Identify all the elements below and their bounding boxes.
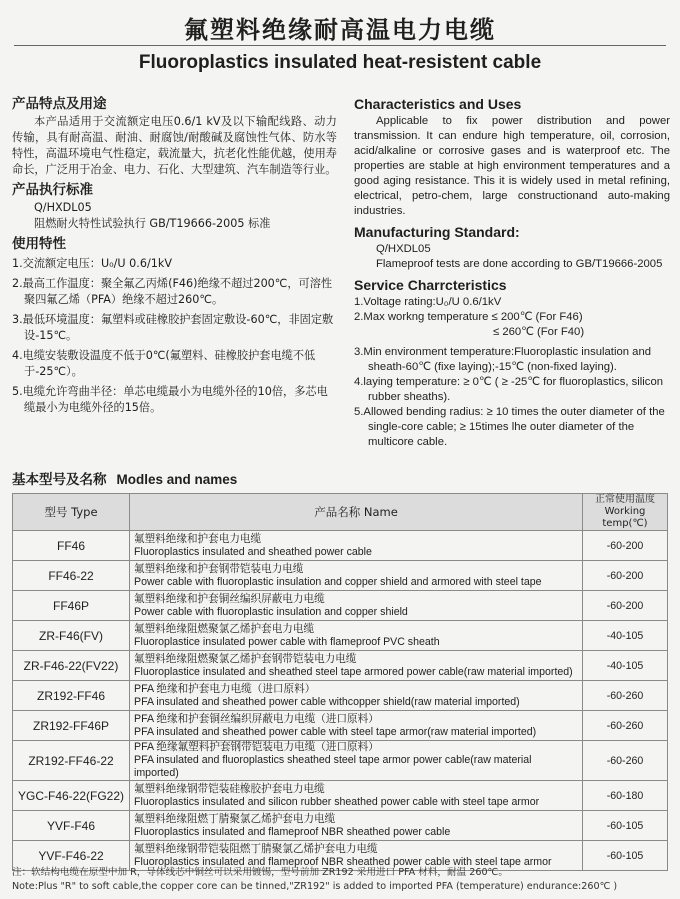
model-name: [130, 681, 583, 711]
model-name: [130, 531, 583, 561]
table-row: [13, 811, 668, 841]
model-type: ZR-F46-22(FV22): [13, 651, 130, 681]
note-en: Note:Plus "R" to soft cable,the copper core can be tinned,"ZR192" is added to imported PFA (temperature) endurance:260℃ ): [12, 881, 618, 892]
model-temp: -60-260: [583, 741, 668, 781]
table-row: [13, 561, 668, 591]
models-heading-en: Modles and names: [116, 472, 238, 487]
model-name-en: Fluoroplastice insulated power cable with flameproof PVC sheath: [134, 635, 440, 648]
service-heading-cn: 使用特性: [12, 236, 66, 252]
standard-heading-en: Manufacturing Standard:: [354, 224, 520, 240]
standard-test-cn: 阻燃耐火特性试验执行 GB/T19666-2005 标准: [34, 217, 271, 230]
model-type: ZR192-FF46: [13, 681, 130, 711]
table-header-row: [13, 494, 668, 531]
type-column-header: 型号 Type: [13, 494, 130, 531]
service-item-1-en: 1.Voltage rating:U₀/U 0.6/1kV: [354, 296, 502, 308]
model-name: [130, 711, 583, 741]
model-temp: -60-180: [583, 781, 668, 811]
model-name: [130, 741, 583, 781]
features-heading-en: Characteristics and Uses: [354, 96, 522, 112]
model-temp: -60-105: [583, 811, 668, 841]
note-cn: 注：软结构电缆在原型中加 R，导体线芯中铜丝可以采用镀锡，型号前加 ZR192 采用进口 PFA 材料，耐温 260℃。: [12, 867, 508, 878]
model-type: YVF-F46-22: [13, 841, 130, 871]
models-heading: [12, 468, 237, 488]
english-column: [354, 94, 670, 450]
service-item-4-cn: 4.电缆安装敷设温度不低于0℃(氟塑料、硅橡胶护套电缆不低于-25℃）。: [12, 349, 316, 378]
features-text-cn: 本产品适用于交流额定电压0.6/1 kV及以下输配线路、动力传输，具有耐高温、耐油、耐腐蚀/耐酸碱及腐蚀性气体、防水等特性，高温环境电气性稳定，载流量大，抗老化性能优越，使用寿命长，广泛用于冶金、电力、石化、大型建筑、汽车制造等行业。: [12, 115, 337, 176]
model-temp: -60-200: [583, 561, 668, 591]
model-type: FF46-22: [13, 561, 130, 591]
model-name-cn: 氟塑料绝缘阻燃聚氯乙烯护套电力电缆: [134, 622, 315, 635]
table-row: [13, 711, 668, 741]
table-row: [13, 681, 668, 711]
model-type: FF46: [13, 531, 130, 561]
model-name-en: Fluoroplastics insulated and silicon rubber sheathed power cable with steel tape armor: [134, 795, 540, 808]
model-type: ZR192-FF46-22: [13, 741, 130, 781]
service-item-5-en: 5.Allowed bending radius: ≥ 10 times the outer diameter of the single-core cable; ≥ 15times lhe outer diameter of the multicore cable.: [354, 406, 665, 448]
model-name: [130, 621, 583, 651]
standard-code-cn: Q/HXDL05: [34, 201, 92, 214]
model-name-cn: 氟塑料绝缘阻燃聚氯乙烯护套钢带铠装电力电缆: [134, 652, 357, 665]
model-name-cn: PFA 绝缘和护套铜丝编织屏蔽电力电缆（进口原料）: [134, 712, 379, 725]
model-type: YGC-F46-22(FG22): [13, 781, 130, 811]
model-temp: -60-260: [583, 681, 668, 711]
model-temp: -60-200: [583, 591, 668, 621]
model-name-en: Power cable with fluoroplastic insulation and copper shield: [134, 605, 408, 618]
standard-test-en: Flameproof tests are done according to GB/T19666-2005: [376, 258, 663, 270]
standard-code-en: Q/HXDL05: [376, 243, 431, 255]
model-name: [130, 651, 583, 681]
model-name: [130, 811, 583, 841]
model-name-cn: PFA 绝缘和护套电力电缆（进口原料）: [134, 682, 316, 695]
model-name-en: PFA insulated and sheathed power cable withcopper shield(raw material imported): [134, 695, 520, 708]
model-temp: -40-105: [583, 621, 668, 651]
service-item-4-en: 4.laying temperature: ≥ 0℃ ( ≥ -25℃ for fluoroplastics, silicon rubber sheaths).: [354, 376, 664, 403]
model-type: ZR-F46(FV): [13, 621, 130, 651]
name-column-header: 产品名称 Name: [130, 494, 583, 531]
model-temp: -40-105: [583, 651, 668, 681]
features-text-en: Applicable to fix power distribution and power transmission. It can endure high temperature, oil, corrosion, acid/alkaline or corrosive gases and is waterproof etc. The properties are stable at high environment temperatures and a good aging resistance. This it is widely used in metal refining, electrical, petro-chem, large constructionand auto-making industries.: [354, 115, 670, 217]
model-name-en: PFA insulated and fluoroplastics sheathed steel tape armor power cable(raw material imported): [134, 754, 532, 779]
temp-header-cn: 正常使用温度: [595, 494, 655, 505]
service-item-2b-en: ≤ 260℃ (For F40): [493, 326, 585, 338]
service-item-3-cn: 3.最低环境温度：氟塑料或硅橡胶护套固定敷设-60℃，非固定敷设-15℃。: [12, 313, 334, 342]
model-name-cn: 氟塑料绝缘阻燃丁腈聚氯乙烯护套电力电缆: [134, 812, 336, 825]
model-temp: -60-260: [583, 711, 668, 741]
temp-header-en: Working temp(℃): [602, 506, 648, 529]
table-row: [13, 781, 668, 811]
title-divider: [14, 45, 666, 46]
service-heading-en: Service Charrcteristics: [354, 277, 507, 293]
table-row: [13, 741, 668, 781]
model-name-cn: 氟塑料绝缘和护套钢带铠装电力电缆: [134, 562, 304, 575]
service-item-2-cn: 2.最高工作温度：聚全氟乙丙烯(F46)绝缘不超过200℃，可溶性聚四氟乙烯（PFA）绝缘不超过260℃。: [12, 277, 333, 306]
model-name-cn: 氟塑料绝缘钢带铠装阻燃丁腈聚氯乙烯护套电力电缆: [134, 842, 378, 855]
model-name-en: Fluoroplastics insulated and flameproof NBR sheathed power cable: [134, 825, 451, 838]
page-title-english: Fluoroplastics insulated heat-resistent cable: [138, 52, 542, 73]
model-name-cn: 氟塑料绝缘和护套铜丝编织屏蔽电力电缆: [134, 592, 325, 605]
model-name: [130, 561, 583, 591]
page-title-chinese: 氟塑料绝缘耐高温电力电缆: [184, 16, 496, 44]
models-table: [12, 493, 668, 871]
model-name: [130, 781, 583, 811]
table-row: [13, 591, 668, 621]
model-name-en: Fluoroplastics insulated and sheathed power cable: [134, 545, 372, 558]
standard-heading-cn: 产品执行标准: [12, 182, 93, 198]
model-name-cn: 氟塑料绝缘钢带铠装硅橡胶护套电力电缆: [134, 782, 325, 795]
service-item-1-cn: 1.交流额定电压：U₀/U 0.6/1kV: [12, 257, 172, 270]
service-item-2-en: 2.Max workng temperature ≤ 200℃ (For F46): [354, 311, 583, 323]
model-temp: -60-200: [583, 531, 668, 561]
temp-column-header: [583, 494, 668, 531]
model-type: ZR192-FF46P: [13, 711, 130, 741]
table-row: [13, 621, 668, 651]
model-name-cn: PFA 绝缘氟塑料护套钢带铠装电力电缆（进口原料）: [134, 741, 379, 753]
models-heading-cn: 基本型号及名称: [12, 472, 107, 488]
model-name-cn: 氟塑料绝缘和护套电力电缆: [134, 532, 262, 545]
model-name-en: Fluoroplastice insulated and sheathed steel tape armored power cable(raw material imported): [134, 665, 573, 678]
model-name-en: Power cable with fluoroplastic insulation and copper shield and armored with steel tape: [134, 575, 542, 588]
service-item-5-cn: 5.电缆允许弯曲半径：单芯电缆最小为电缆外径的10倍，多芯电缆最小为电缆外径的15倍。: [12, 385, 328, 414]
model-name: [130, 591, 583, 621]
service-item-3-en: 3.Min environment temperature:Fluoroplastic insulation and sheath-60℃ (fixe laying);-15℃ (non-fixed laying).: [354, 346, 652, 373]
table-row: [13, 531, 668, 561]
model-type: YVF-F46: [13, 811, 130, 841]
model-name-en: PFA insulated and sheathed power cable with steel tape armor(raw material imported): [134, 725, 537, 738]
model-type: FF46P: [13, 591, 130, 621]
table-row: [13, 651, 668, 681]
model-name-en: Fluoroplastics insulated and flameproof NBR sheathed power cable with steel tape armor: [134, 855, 552, 868]
chinese-column: [12, 94, 337, 416]
features-heading-cn: 产品特点及用途: [12, 96, 107, 112]
model-temp: -60-105: [583, 841, 668, 871]
